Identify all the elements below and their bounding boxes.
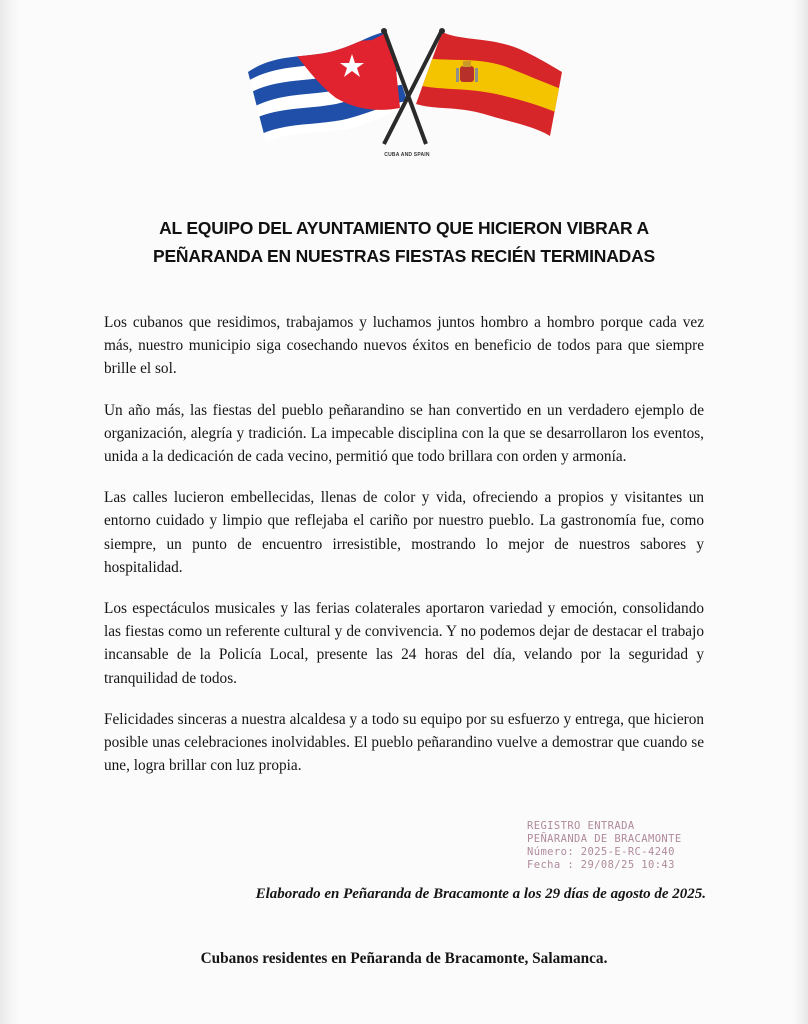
stamp-line-1: REGISTRO ENTRADA [527,820,635,832]
title-line-1: AL EQUIPO DEL AYUNTAMIENTO QUE HICIERON VIBRAR A [159,218,649,238]
page-edge-right [792,0,808,1024]
paragraph-4: Los espectáculos musicales y las ferias colaterales aportaron variedad y emoción, consolidando las fiestas como un referente cultural y de convivencia. Y no podemos dejar de destacar el trabajo incansable de la Policía Local, presente las 24 horas del día, velando por la seguridad y tranquilidad de todos. [104,600,704,687]
signature-line: Cubanos residentes en Peñaranda de Bracamonte, Salamanca. [200,950,608,967]
logo-caption: CUBA AND SPAIN [384,152,430,158]
registry-stamp [527,820,682,872]
stamp-line-2: PEÑARANDA DE BRACAMONTE [527,833,682,845]
paragraph-5: Felicidades sinceras a nuestra alcaldesa y a todo su equipo por su esfuerzo y entrega, que hicieron posible unas celebraciones inolvidables. El pueblo peñarandino vuelve a demostrar que cuando se une, logra brillar con luz propia. [104,710,704,775]
cuba-spain-flags-logo [244,28,564,168]
spain-flag [404,28,564,148]
letter-title [60,214,748,270]
stamp-line-4: Fecha : 29/08/25 10:43 [527,859,675,871]
paragraph-1: Los cubanos que residimos, trabajamos y luchamos juntos hombro a hombro porque cada vez más, nuestro municipio siga cosechando nuevos éxitos en beneficio de todos para que siempre brille el sol. [104,314,704,378]
letter-body [104,311,704,795]
title-line-2: PEÑARANDA EN NUESTRAS FIESTAS RECIÉN TERMINADAS [152,246,656,266]
stamp-line-3: Número: 2025-E-RC-4240 [527,846,675,858]
paragraph-3: Las calles lucieron embellecidas, llenas de color y vida, ofreciendo a propios y visitantes un entorno cuidado y limpio que reflejaba el cariño por nuestro pueblo. La gastronomía fue, como siempre, un punto de encuentro irresistible, mostrando lo mejor de nuestros sabores y hospitalidad. [104,489,704,576]
paragraph-2: Un año más, las fiestas del pueblo peñarandino se han convertido en un verdadero ejemplo de organización, alegría y tradición. La impecable disciplina con la que se desarrollaron los eventos, unida a la dedicación de cada vecino, permitió que todo brillara con orden y armonía. [104,401,704,466]
page-edge-left [0,0,20,1024]
place-date-signoff: Elaborado en Peñaranda de Bracamonte a los 29 días de agosto de 2025. [255,886,706,902]
